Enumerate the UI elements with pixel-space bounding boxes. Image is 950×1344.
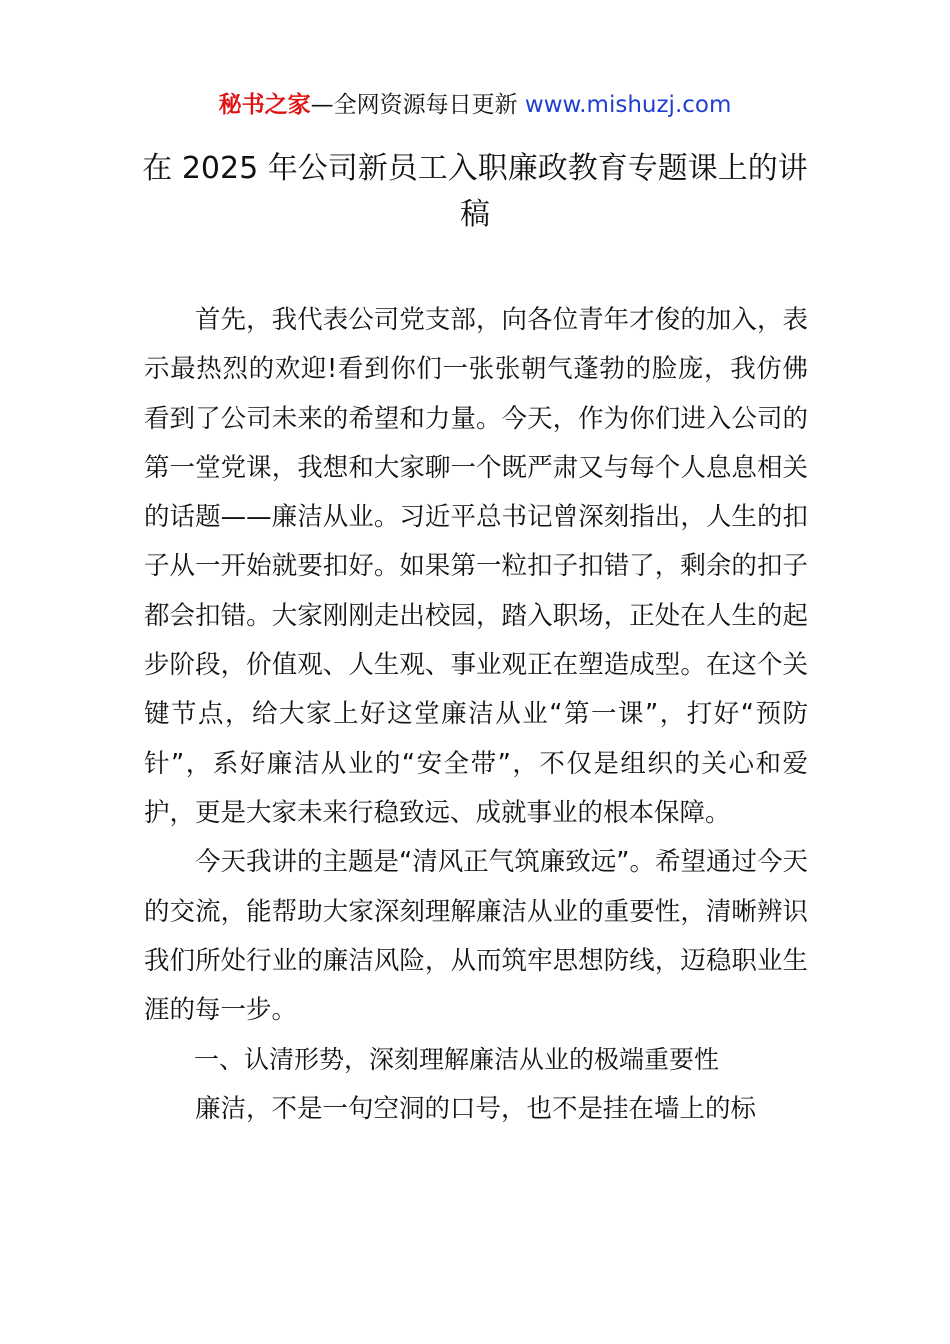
body-paragraph: 今天我讲的主题是“清风正气筑廉致远”。希望通过今天的交流，能帮助大家深刻理解廉洁从业的重要性，清晰辨识我们所处行业的廉洁风险，从而筑牢思想防线，迈稳职业生涯的每一步。 <box>144 847 808 1026</box>
section-heading: 一、认清形势，深刻理解廉洁从业的极端重要性 <box>194 1045 720 1075</box>
document-body <box>144 296 808 1134</box>
site-header <box>0 88 950 122</box>
site-url-link[interactable]: www.mishuzj.com <box>524 92 732 118</box>
body-paragraph-truncated: 廉洁，不是一句空洞的口号，也不是挂在墙上的标 <box>195 1093 757 1124</box>
header-tagline: —全网资源每日更新 <box>310 92 525 118</box>
body-paragraph: 首先，我代表公司党支部，向各位青年才俊的加入，表示最热烈的欢迎!看到你们一张张朝气蓬勃的脸庞，我仿佛看到了公司未来的希望和力量。今天，作为你们进入公司的第一堂党课，我想和大家聊一个既严肃又与每个人息息相关的话题——廉洁从业。习近平总书记曾深刻指出，人生的扣子从一开始就要扣好。如果第一粒扣子扣错了，剩余的扣子都会扣错。大家刚刚走出校园，踏入职场，正处在人生的起步阶段，价值观、人生观、事业观正在塑造成型。在这个关键节点，给大家上好这堂廉洁从业“第一课”，打好“预防针”，系好廉洁从业的“安全带”，不仅是组织的关心和爱护，更是大家未来行稳致远、成就事业的根本保障。 <box>144 305 808 828</box>
document-title: 在 2025 年公司新员工入职廉政教育专题课上的讲稿 <box>142 151 808 232</box>
brand-name: 秘书之家 <box>218 92 311 118</box>
